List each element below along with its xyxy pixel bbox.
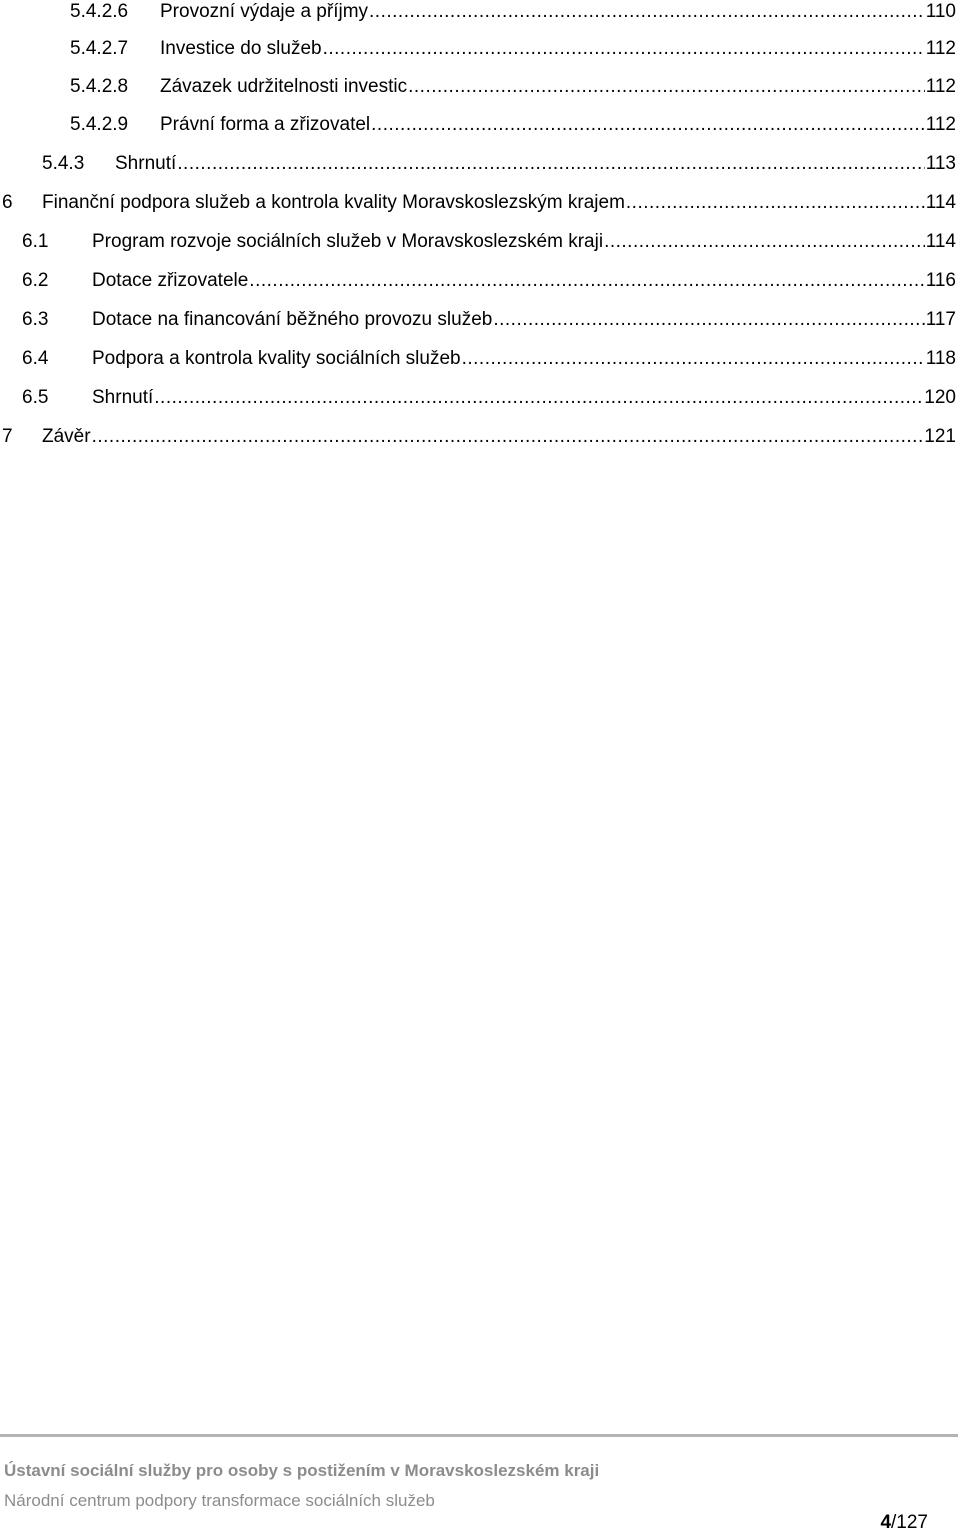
toc-entry-page: 112 bbox=[925, 76, 956, 97]
toc-entry-title: Program rozvoje sociálních služeb v Moravskoslezském kraji bbox=[92, 231, 604, 252]
toc-entry-title: Právní forma a zřizovatel bbox=[160, 114, 371, 135]
toc-entry-number: 6 bbox=[2, 192, 13, 213]
toc-entry-6-1[interactable] bbox=[22, 229, 956, 255]
toc-entry-5-4-2-8[interactable] bbox=[70, 74, 956, 100]
page-number bbox=[880, 1512, 928, 1534]
toc-entry-page: 117 bbox=[925, 309, 956, 330]
toc-entry-title: Provozní výdaje a příjmy bbox=[160, 1, 369, 22]
toc-entry-page: 112 bbox=[925, 114, 956, 135]
toc-entry-number: 5.4.2.7 bbox=[70, 38, 129, 59]
toc-entry-7[interactable] bbox=[2, 424, 956, 450]
toc-entry-number: 5.4.2.8 bbox=[70, 76, 129, 97]
toc-entry-page: 120 bbox=[924, 387, 956, 408]
page-number-total: 127 bbox=[896, 1512, 928, 1533]
toc-leader-dots bbox=[604, 229, 925, 255]
toc-leader-dots bbox=[323, 36, 925, 62]
toc-leader-dots bbox=[92, 424, 924, 450]
toc-entry-number: 7 bbox=[2, 426, 13, 447]
page-number-separator: / bbox=[891, 1512, 897, 1533]
toc-entry-page: 116 bbox=[925, 270, 956, 291]
page-number-current: 4 bbox=[880, 1512, 892, 1533]
toc-entry-page: 114 bbox=[925, 192, 956, 213]
toc-entry-title: Shrnutí bbox=[115, 153, 177, 174]
toc-entry-number: 5.4.2.6 bbox=[70, 1, 129, 22]
toc-entry-title: Dotace na financování běžného provozu služeb bbox=[92, 309, 493, 330]
toc-leader-dots bbox=[154, 385, 923, 411]
toc-leader-dots bbox=[493, 307, 924, 333]
toc-entry-page: 114 bbox=[925, 231, 956, 252]
toc-entry-page: 113 bbox=[925, 153, 956, 174]
toc-entry-number: 6.4 bbox=[22, 348, 49, 369]
toc-entry-page: 112 bbox=[925, 38, 956, 59]
footer-divider bbox=[0, 1434, 958, 1437]
toc-entry-5-4-3[interactable] bbox=[42, 151, 956, 177]
toc-leader-dots bbox=[462, 346, 925, 372]
toc-leader-dots bbox=[249, 268, 924, 294]
toc-entry-title: Dotace zřizovatele bbox=[92, 270, 249, 291]
footer-organization: Národní centrum podpory transformace sociálních služeb bbox=[4, 1491, 435, 1510]
toc-entry-number: 6.3 bbox=[22, 309, 49, 330]
toc-entry-6-5[interactable] bbox=[22, 385, 956, 411]
toc-leader-dots bbox=[369, 0, 925, 25]
toc-entry-6-4[interactable] bbox=[22, 346, 956, 372]
toc-leader-dots bbox=[626, 190, 925, 216]
toc-entry-page: 118 bbox=[925, 348, 956, 369]
toc-entry-title: Investice do služeb bbox=[160, 38, 322, 59]
toc-entry-page: 110 bbox=[925, 1, 956, 22]
toc-entry-5-4-2-6[interactable] bbox=[70, 0, 956, 25]
toc-entry-5-4-2-7[interactable] bbox=[70, 36, 956, 62]
toc-entry-number: 5.4.2.9 bbox=[70, 114, 129, 135]
toc-leader-dots bbox=[371, 112, 925, 138]
toc-entry-page: 121 bbox=[924, 426, 956, 447]
toc-entry-6[interactable] bbox=[2, 190, 956, 216]
toc-entry-title: Finanční podpora služeb a kontrola kvality Moravskoslezským krajem bbox=[42, 192, 625, 213]
toc-leader-dots bbox=[177, 151, 924, 177]
toc-entry-number: 6.2 bbox=[22, 270, 49, 291]
toc-entry-6-2[interactable] bbox=[22, 268, 956, 294]
toc-entry-title: Shrnutí bbox=[92, 387, 154, 408]
toc-entry-title: Podpora a kontrola kvality sociálních služeb bbox=[92, 348, 461, 369]
toc-entry-title: Závazek udržitelnosti investic bbox=[160, 76, 408, 97]
toc-leader-dots bbox=[408, 74, 925, 100]
toc-entry-number: 6.1 bbox=[22, 231, 49, 252]
toc-entry-number: 6.5 bbox=[22, 387, 49, 408]
toc-entry-title: Závěr bbox=[42, 426, 91, 447]
toc-entry-6-3[interactable] bbox=[22, 307, 956, 333]
toc-entry-5-4-2-9[interactable] bbox=[70, 112, 956, 138]
toc-entry-number: 5.4.3 bbox=[42, 153, 85, 174]
footer-document-title: Ústavní sociální služby pro osoby s postižením v Moravskoslezském kraji bbox=[4, 1461, 600, 1480]
